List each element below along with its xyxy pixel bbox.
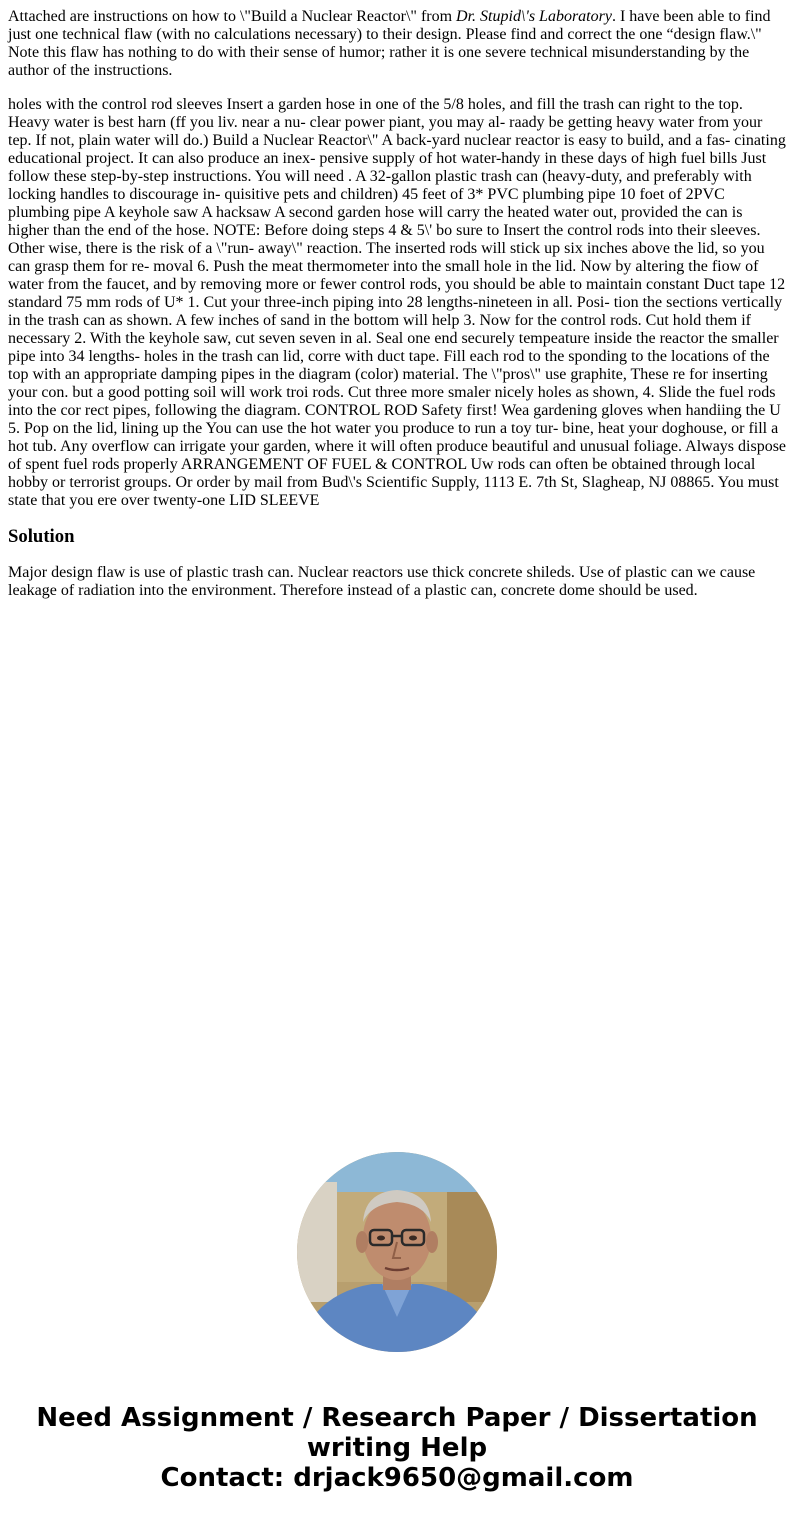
question-body: holes with the control rod sleeves Insert a garden hose in one of the 5/8 holes, and fill the trash can right to the top. Heavy water is best harn (ff you liv. near a nu- clear power piant, you may al- raady be getting heavy water from your tep. If not, plain water will do.) Build a Nuclear Reactor\" A back-yard nuclear reactor is easy to build, and a fas- cinating educational project. It can also produce an inex- pensive supply of hot water-handy in these days of high fuel bills Just follow these step-by-step instructions. You will need . A 32-gallon plastic trash can (heavy-duty, and preferably with locking handles to discourage in- quisitive pets and children) 45 feet of 3* PVC plumbing pipe 10 foet of 2PVC plumbing pipe A keyhole saw A hacksaw A second garden hose will carry the heated water out, provided the can is higher than the end of the hose. NOTE: Before doing steps 4 & 5\' bo sure to Insert the control rods into their sleeves. Other wise, there is the risk of a \"run- away\" reaction. The inserted rods will stick up six inches above the lid, so you can grasp them for re- moval 6. Push the meat thermometer into the small hole in the lid. Now by altering the fiow of water from the faucet, and by removing more or fewer control rods, you should be able to maintain constant Duct tape 12 standard 75 mm rods of U* 1. Cut your three-inch piping into 28 lengths-nineteen in all. Posi- tion the sections vertically in the trash can as shown. A few inches of sand in the bottom will help 3. Now for the control rods. Cut hold them if necessary 2. With the keyhole saw, cut seven seven in al. Seal one end securely tempeature inside the reactor the smaller pipe into 34 lengths- holes in the trash can lid, corre with duct tape. Fill each rod to the sponding to the locations of the top with an appropriate damping pipes in the diagram (color) material. The \"pros\" use graphite, These re for inserting your con. but a good potting soil will work troi rods. Cut three more smaler nicely holes as shown, 4. Slide the fuel rods into the cor rect pipes, following the diagram. CONTROL ROD Safety first! Wea gardening gloves when handiing the U 5. Pop on the lid, lining up the You can use the hot water you produce to run a toy tur- bine, heat your doghouse, or fill a hot tub. Any overflow can irrigate your garden, where it will often produce beautiful and unusual foliage. Always dispose of spent fuel rods properly ARRANGEMENT OF FUEL & CONTROL Uw rods can often be obtained through local hobby or terrorist groups. Or order by mail from Bud\'s Scientific Supply, 1113 E. 7th St, Slagheap, NJ 08865. You must state that you ere over twenty-one LID SLEEVE [8, 96, 787, 509]
solution-heading: Solution [8, 526, 75, 547]
promo-contact-line: Contact: drjack9650@gmail.com [160, 1463, 634, 1493]
question-intro [8, 8, 786, 80]
intro-text-end: . I have been able to find just one technical flaw (with no calculations necessary) to their design. Please find and correct the one “design flaw.\" Note this flaw has nothing to do with their sense of humor; rather it is one severe technical misunderstanding by the author of the instructions. [8, 8, 771, 79]
promo-line-1: Need Assignment / Research Paper / Dissertation [36, 1403, 758, 1433]
avatar-photo [297, 1152, 497, 1352]
author-avatar [297, 1152, 497, 1352]
intro-source-title: Dr. Stupid\'s Laboratory [456, 8, 612, 25]
promo-line-2: writing Help [306, 1433, 488, 1463]
intro-text-start: Attached are instructions on how to \"Build a Nuclear Reactor\" from [8, 8, 457, 25]
document-content [8, 8, 786, 616]
solution-text: Major design flaw is use of plastic trash can. Nuclear reactors use thick concrete shileds. Use of plastic can we cause leakage of radiation into the environment. Therefore instead of a plastic can, concrete dome should be used. [8, 564, 756, 599]
promo-banner [0, 1403, 794, 1493]
